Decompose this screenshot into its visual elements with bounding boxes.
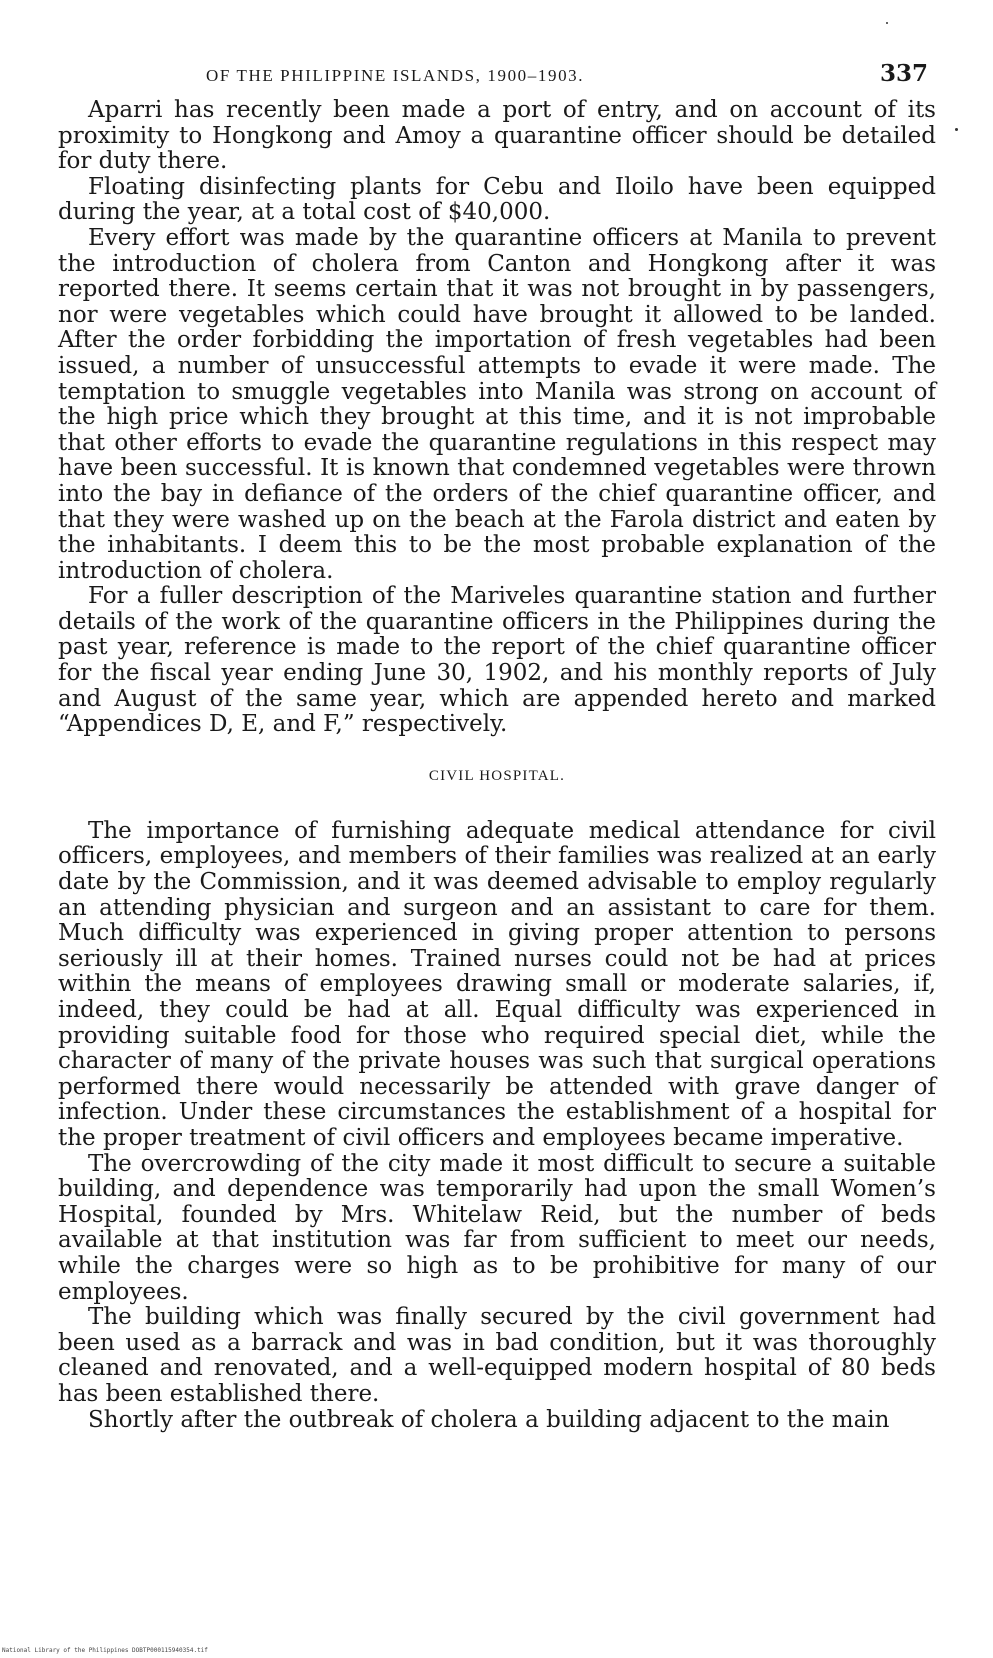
scan-speck [955,128,958,131]
page-number: 337 [879,60,928,87]
document-page [58,58,936,1433]
scan-speck [886,22,888,24]
body-text-before [58,98,936,738]
paragraph-overcrowding: The overcrowding of the city made it most difficult to secure a suitable building, and dependence was temporarily had upon the small Women’s Hospital, founded by Mrs. Whitelaw Reid, but the number of beds available at that institution was far from sufficient to meet our needs, while the charges were so high as to be prohibitive for many of our employees. [58,1150,936,1305]
paragraph-cholera-outbreak: Shortly after the outbreak of cholera a building adjacent to the main [88,1406,890,1433]
scan-footer: National Library of the Philippines DOBTP000115940354.tif [2,1647,208,1654]
paragraph-building: The building which was finally secured by the civil government had been used as a barrack and was in bad condition, but it was thoroughly cleaned and renovated, and a well-equipped modern hospital of 80 beds has been established there. [58,1304,936,1407]
paragraph-aparri: Aparri has recently been made a port of entry, and on account of its proximity to Hongkong and Amoy a quarantine officer should be detailed for duty there. [58,97,936,175]
running-title: OF THE PHILIPPINE ISLANDS, 1900–1903. [206,66,585,85]
body-text-after [58,819,936,1433]
section-heading: CIVIL HOSPITAL. [428,767,566,784]
paragraph-disinfecting-plants: Floating disinfecting plants for Cebu and Iloilo have been equipped during the year, at a total cost of $40,000. [58,173,936,226]
paragraph-mariveles: For a fuller description of the Mariveles quarantine station and further details of the work of the quarantine officers in the Philippines during the past year, reference is made to the report of the chief quarantine officer for the fiscal year ending June 30, 1902, and his monthly reports of July and August of the same year, which are appended hereto and marked “Appendices D, E, and F,” respectively. [58,583,936,738]
paragraph-medical-attendance: The importance of furnishing adequate medical attendance for civil officers, employees, and members of their families was realized at an early date by the Commission, and it was deemed advisable to employ regularly an attending physician and surgeon and an assistant to care for them. Much difficulty was experienced in giving proper attention to persons seriously ill at their homes. Trained nurses could not be had at prices within the means of employees drawing small or moderate salaries, if, indeed, they could be had at all. Equal difficulty was experienced in providing suitable food for those who required special diet, while the character of many of the private houses was such that surgical operations performed there would necessarily be attended with grave danger of infection. Under these circumstances the establishment of a hospital for the proper treatment of civil officers and employees became imperative. [58,817,936,1151]
running-header [58,58,936,98]
paragraph-cholera-prevention: Every effort was made by the quarantine officers at Manila to prevent the introduction of cholera from Canton and Hongkong after it was reported there. It seems certain that it was not brought in by passengers, nor were vegetables which could have brought it allowed to be landed. After the order forbidding the importation of fresh vegetables had been issued, a number of unsuccessful attempts to evade it were made. The temptation to smuggle vegetables into Manila was strong on account of the high price which they brought at this time, and it is not improbable that other efforts to evade the quarantine regulations in this respect may have been successful. It is known that condemned vegetables were thrown into the bay in defiance of the orders of the chief quarantine officer, and that they were washed up on the beach at the Farola district and eaten by the inhabitants. I deem this to be the most probable explanation of the introduction of cholera. [58,224,936,584]
